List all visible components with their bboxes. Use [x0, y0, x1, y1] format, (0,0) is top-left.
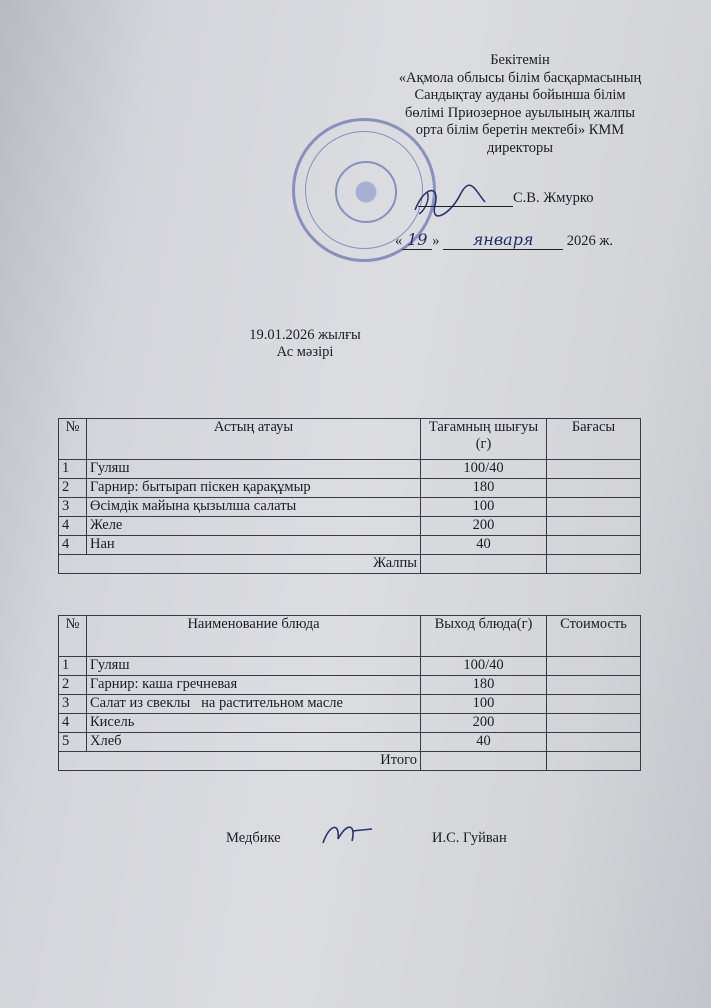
cell-price	[547, 498, 641, 517]
cell-dish: Гуляш	[87, 460, 421, 479]
table-header-row	[59, 419, 641, 460]
cell-dish: Өсімдік майына қызылша салаты	[87, 498, 421, 517]
cell-price	[547, 657, 641, 676]
cell-number: 4	[59, 536, 87, 555]
table-header-row	[59, 616, 641, 657]
table-row	[59, 714, 641, 733]
approval-date	[395, 230, 613, 250]
table-row	[59, 657, 641, 676]
table-total-row	[59, 555, 641, 574]
nurse-signature	[318, 815, 378, 853]
stamp-emblem	[335, 161, 397, 223]
cell-output: 100/40	[421, 460, 547, 479]
cell-number: 3	[59, 498, 87, 517]
total-label: Жалпы	[59, 555, 421, 574]
nurse-role: Медбике	[226, 830, 281, 846]
cell-output: 180	[421, 676, 547, 695]
cell-price	[547, 536, 641, 555]
cell-price	[547, 479, 641, 498]
col-header-output: Тағамның шығуы (г)	[421, 419, 547, 460]
col-header-number: №	[59, 419, 87, 460]
approval-line: директоры	[486, 139, 554, 156]
date-year: 2026 ж.	[566, 233, 614, 249]
approval-line: орта білім беретін мектебі» КММ	[415, 122, 625, 138]
cell-price	[547, 460, 641, 479]
cell-dish: Гарнир: каша гречневая	[87, 676, 421, 695]
cell-number: 2	[59, 479, 87, 498]
cell-price	[547, 714, 641, 733]
table-row	[59, 498, 641, 517]
table-row	[59, 479, 641, 498]
col-header-price: Бағасы	[547, 419, 641, 460]
approval-line: «Ақмола облысы білім басқармасының	[398, 69, 642, 86]
cell-output: 100	[421, 498, 547, 517]
approval-line: бөлімі Приозерное ауылының жалпы	[405, 104, 635, 121]
table-row	[59, 536, 641, 555]
col-header-output: Выход блюда(г)	[421, 616, 547, 657]
cell-dish: Хлеб	[87, 733, 421, 752]
cell-price	[547, 517, 641, 536]
cell-number: 4	[59, 517, 87, 536]
date-month: января	[443, 230, 563, 250]
total-price	[547, 555, 641, 574]
cell-price	[547, 676, 641, 695]
cell-number: 2	[59, 676, 87, 695]
director-signature-line	[418, 190, 593, 207]
cell-number: 1	[59, 657, 87, 676]
table-row	[59, 460, 641, 479]
total-output	[421, 555, 547, 574]
table-row	[59, 517, 641, 536]
cell-output: 100	[421, 695, 547, 714]
total-output	[421, 752, 547, 771]
menu-table-russian	[58, 615, 641, 771]
director-name: С.В. Жмурко	[513, 190, 594, 206]
cell-output: 100/40	[421, 657, 547, 676]
approval-block	[355, 52, 685, 157]
cell-price	[547, 695, 641, 714]
cell-output: 180	[421, 479, 547, 498]
menu-title	[230, 327, 380, 361]
cell-output: 40	[421, 733, 547, 752]
menu-table-kazakh	[58, 418, 641, 574]
approval-line: Бекітемін	[490, 52, 550, 68]
col-header-price: Стоимость	[547, 616, 641, 657]
menu-date: 19.01.2026 жылғы	[249, 327, 361, 343]
table-row	[59, 695, 641, 714]
cell-number: 3	[59, 695, 87, 714]
col-header-dish: Наименование блюда	[87, 616, 421, 657]
cell-price	[547, 733, 641, 752]
date-day: 19	[402, 230, 432, 250]
table-row	[59, 733, 641, 752]
cell-output: 40	[421, 536, 547, 555]
nurse-name: И.С. Гуйван	[432, 830, 507, 846]
cell-number: 1	[59, 460, 87, 479]
cell-dish: Гарнир: бытырап піскен қарақұмыр	[87, 479, 421, 498]
cell-output: 200	[421, 714, 547, 733]
cell-dish: Желе	[87, 517, 421, 536]
table-row	[59, 676, 641, 695]
cell-number: 4	[59, 714, 87, 733]
cell-dish: Салат из свеклы на растительном масле	[87, 695, 421, 714]
col-header-number: №	[59, 616, 87, 657]
cell-dish: Гуляш	[87, 657, 421, 676]
cell-dish: Кисель	[87, 714, 421, 733]
total-price	[547, 752, 641, 771]
total-label: Итого	[59, 752, 421, 771]
date-close-quote: »	[432, 233, 440, 249]
cell-dish: Нан	[87, 536, 421, 555]
cell-number: 5	[59, 733, 87, 752]
table-total-row	[59, 752, 641, 771]
approval-line: Сандықтау ауданы бойынша білім	[414, 87, 626, 103]
signature-blank	[418, 206, 513, 207]
menu-name: Ас мәзірі	[276, 344, 334, 360]
col-header-dish: Астың атауы	[87, 419, 421, 460]
date-open-quote: «	[395, 233, 403, 249]
cell-output: 200	[421, 517, 547, 536]
